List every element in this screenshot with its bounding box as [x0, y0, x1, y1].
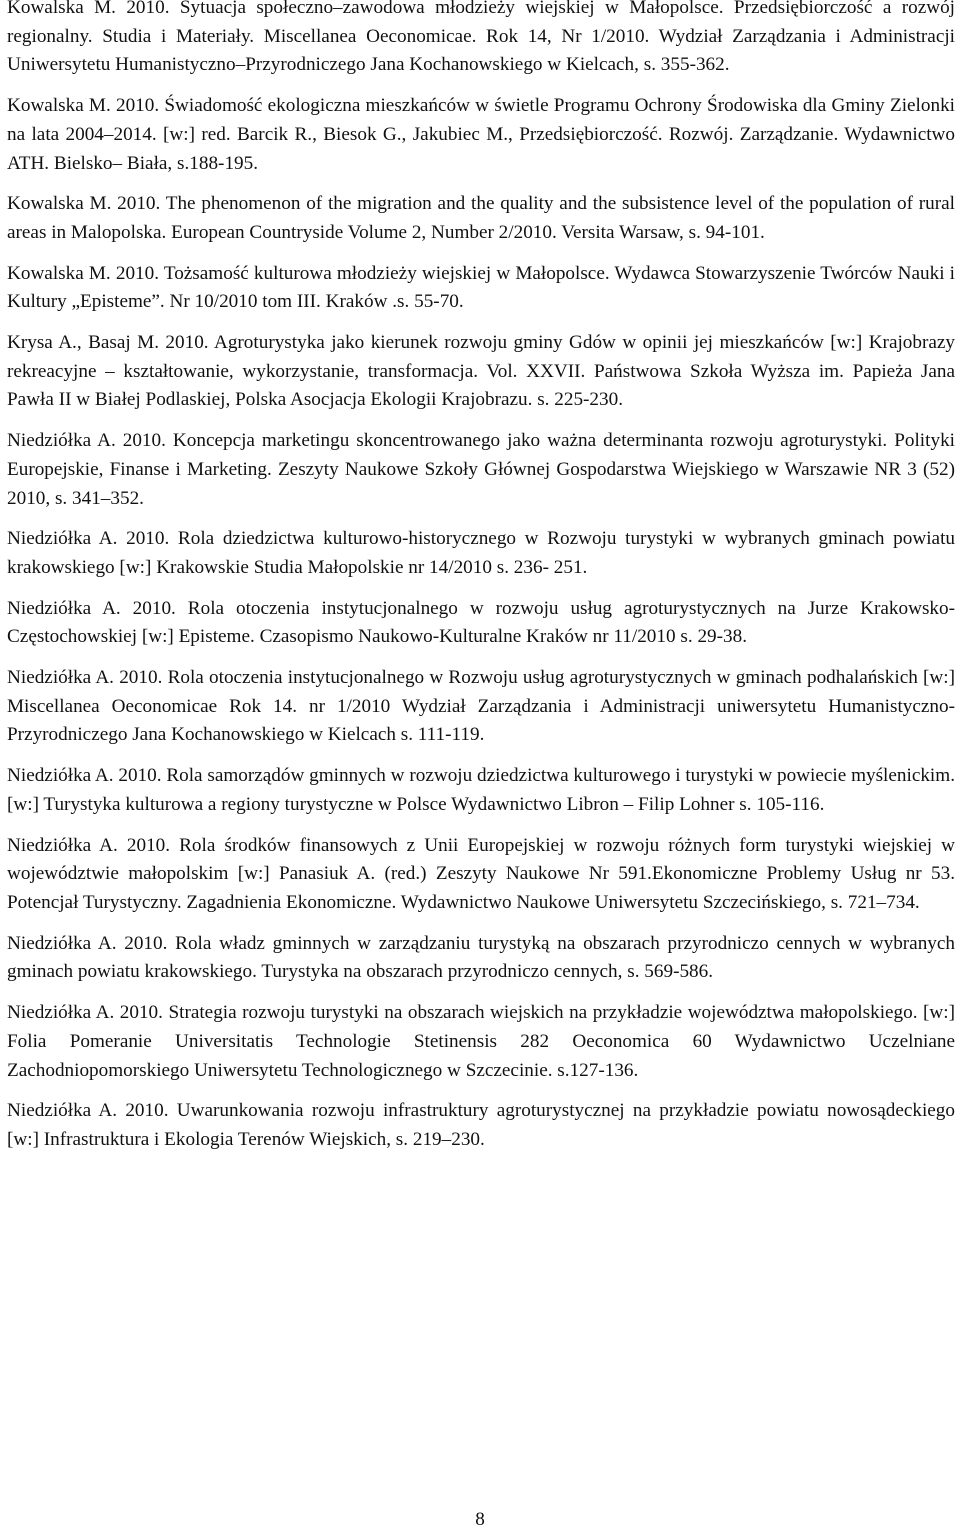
reference-entry: Niedziółka A. 2010. Rola dziedzictwa kulturowo-historycznego w Rozwoju turystyki w wybranych gminach powiatu krakowskiego [w:] Krakowskie Studia Małopolskie nr 14/2010 s. 236- 251. — [7, 528, 955, 578]
page-number: 8 — [475, 1509, 485, 1530]
reference-entry: Niedziółka A. 2010. Rola samorządów gminnych w rozwoju dziedzictwa kulturowego i turystyki w powiecie myślenickim. [w:] Turystyka kulturowa a regiony turystyczne w Polsce Wydawnictwo Libron – Filip Lohner s. 105-116. — [7, 765, 955, 815]
reference-entry: Niedziółka A. 2010. Rola otoczenia instytucjonalnego w rozwoju usług agroturystycznych na Jurze Krakowsko-Częstochowskiej [w:] Episteme. Czasopismo Naukowo-Kulturalne Kraków nr 11/2010 s. 29-38. — [7, 597, 955, 648]
reference-entry: Kowalska M. 2010. Tożsamość kulturowa młodzieży wiejskiej w Małopolsce. Wydawca Stowarzyszenie Twórców Nauki i Kultury „Episteme”. Nr 10/2010 tom III. Kraków .s. 55-70. — [7, 262, 955, 313]
reference-entry: Kowalska M. 2010. Świadomość ekologiczna mieszkańców w świetle Programu Ochrony Środowiska dla Gminy Zielonki na lata 2004–2014. [w:] red. Barcik R., Biesok G., Jakubiec M., Przedsiębiorczość. Rozwój. Zarządzanie. Wydawnictwo ATH. Bielsko– Biała, s.188-195. — [7, 95, 955, 174]
reference-entry: Niedziółka A. 2010. Rola środków finansowych z Unii Europejskiej w rozwoju różnych form turystyki wiejskiej w województwie małopolskim [w:] Panasiuk A. (red.) Zeszyty Naukowe Nr 591.Ekonomiczne Problemy Usług nr 53. Potencjał Turystyczny. Zagadnienia Ekonomiczne. Wydawnictwo Naukowe Uniwersytetu Szczecińskiego, s. 721–734. — [7, 834, 955, 913]
reference-entry: Kowalska M. 2010. The phenomenon of the migration and the quality and the subsistence level of the population of rural areas in Malopolska. European Countryside Volume 2, Number 2/2010. Versita Warsaw, s. 94-101. — [7, 193, 955, 243]
reference-entry: Niedziółka A. 2010. Rola władz gminnych w zarządzaniu turystyką na obszarach przyrodniczo cennych w wybranych gminach powiatu krakowskiego. Turystyka na obszarach przyrodniczo cennych, s. 569-586. — [7, 932, 955, 983]
reference-entry: Niedziółka A. 2010. Koncepcja marketingu skoncentrowanego jako ważna determinanta rozwoju agroturystyki. Polityki Europejskie, Finanse i Marketing. Zeszyty Naukowe Szkoły Głównej Gospodarstwa Wiejskiego w Warszawie NR 3 (52) 2010, s. 341–352. — [7, 430, 955, 509]
reference-entry: Niedziółka A. 2010. Strategia rozwoju turystyki na obszarach wiejskich na przykładzie województwa małopolskiego. [w:] Folia Pomeranie Universitatis Technologie Stetinensis 282 Oeconomica 60 Wydawnictwo Uczelniane Zachodniopomorskiego Uniwersytetu Technologicznego w Szczecinie. s.127-136. — [7, 1002, 955, 1081]
reference-entry: Krysa A., Basaj M. 2010. Agroturystyka jako kierunek rozwoju gminy Gdów w opinii jej mieszkańców [w:] Krajobrazy rekreacyjne – kształtowanie, wykorzystanie, transformacja. Vol. XXVII. Państwowa Szkoła Wyższa im. Papieża Jana Pawła II w Białej Podlaskiej, Polska Asocjacja Ekologii Krajobrazu. s. 225-230. — [7, 332, 955, 411]
reference-entry: Kowalska M. 2010. Sytuacja społeczno–zawodowa młodzieży wiejskiej w Małopolsce. Przedsiębiorczość a rozwój regionalny. Studia i Materiały. Miscellanea Oeconomicae. Rok 14, Nr 1/2010. Wydział Zarządzania i Administracji Uniwersytetu Humanistyczno–Przyrodniczego Jana Kochanowskiego w Kielcach, s. 355-362. — [7, 0, 955, 76]
reference-entry: Niedziółka A. 2010. Uwarunkowania rozwoju infrastruktury agroturystycznej na przykładzie powiatu nowosądeckiego [w:] Infrastruktura i Ekologia Terenów Wiejskich, s. 219–230. — [7, 1100, 955, 1150]
reference-entry: Niedziółka A. 2010. Rola otoczenia instytucjonalnego w Rozwoju usług agroturystycznych w gminach podhalańskich [w:] Miscellanea Oeconomicae Rok 14. nr 1/2010 Wydział Zarządzania i Administracji uniwersytetu Humanistyczno-Przyrodniczego Jana Kochanowskiego w Kielcach s. 111-119. — [7, 667, 955, 746]
reference-list — [7, 0, 955, 1167]
